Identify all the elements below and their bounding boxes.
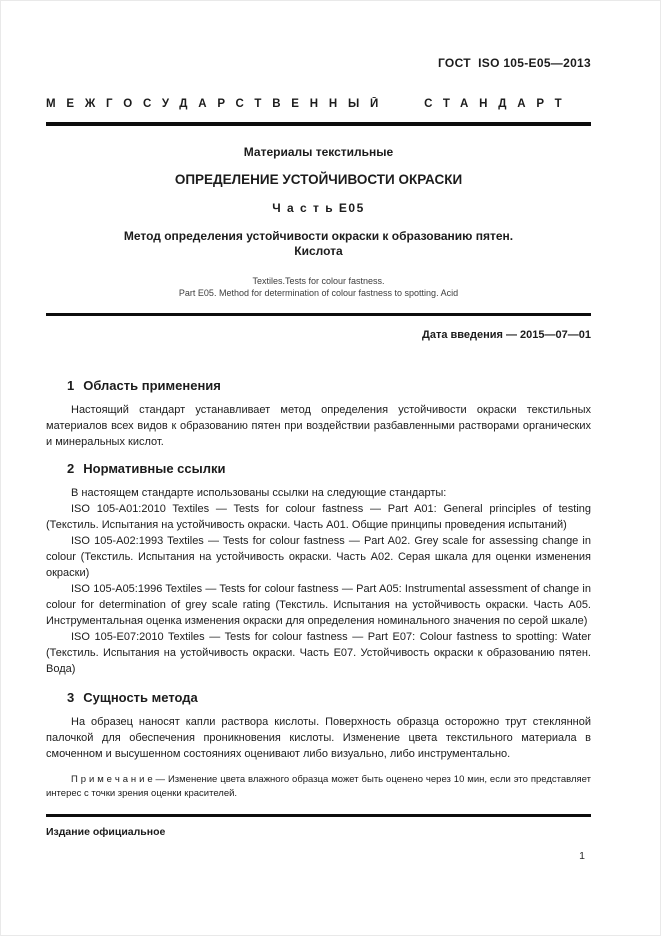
section-heading (67, 378, 591, 394)
section-normative-references (46, 461, 591, 677)
section-method-principle (46, 690, 591, 800)
title-english-line-2: Part E05. Method for determination of colour fastness to spotting. Acid (178, 288, 459, 298)
reference-item: ISO 105-E07:2010 Textiles — Tests for colour fastness — Part E07: Colour fastness to spotting: Water (Текстиль. Испытания на устойчивость окраски. Часть Е07. Устойчивость окраски к образованию пятен. Вода) (46, 631, 591, 675)
section-number: 3 (67, 690, 75, 705)
effective-date: Дата введения — 2015—07—01 (422, 329, 591, 341)
section-heading (67, 690, 591, 706)
date-rule (46, 313, 591, 316)
paragraph: Настоящий стандарт устанавливает метод определения устойчивости окраски текстильных материалов всех видов к образованию пятен при воздействии разбавленными растворами органических и минеральных кислот. (46, 404, 591, 448)
title-part: Ч а с т ь Е05 (272, 201, 365, 215)
section-title: Нормативные ссылки (83, 461, 226, 476)
section-heading (67, 461, 591, 477)
note: П р и м е ч а н и е — Изменение цвета влажного образца может быть оценено через 10 мин, если это представляет интерес с точки зрения оценки красителей. (46, 774, 591, 799)
title-subject: Материалы текстильные (243, 145, 394, 159)
section-number: 2 (67, 461, 75, 476)
section-title: Сущность метода (83, 690, 198, 705)
header-rule (46, 122, 591, 126)
page-number: 1 (579, 850, 585, 862)
official-edition-label: Издание официальное (46, 826, 166, 838)
title-block (46, 145, 591, 299)
title-english-line-1: Textiles.Tests for colour fastness. (252, 276, 385, 286)
section-scope (46, 378, 591, 450)
reference-item: ISO 105-A01:2010 Textiles — Tests for colour fastness — Part A01: General principles of testing (Текстиль. Испытания на устойчивость окраски. Часть А01. Общие принципы проведения испытаний) (46, 503, 591, 531)
title-main: ОПРЕДЕЛЕНИЕ УСТОЙЧИВОСТИ ОКРАСКИ (174, 172, 463, 187)
standard-type-heading: МЕЖГОСУДАРСТВЕННЫЙ СТАНДАРТ (46, 98, 573, 110)
doc-number: ГОСТ ISO 105-E05—2013 (437, 56, 591, 70)
section-title: Область применения (83, 378, 221, 393)
reference-item: ISO 105-A05:1996 Textiles — Tests for colour fastness — Part A05: Instrumental assessment of change in colour for determination of grey scale rating (Текстиль. Испытания на устойчивость окраски. Часть А05. Инструментальная оценка изменения окраски для определения номинального значения по серой шкале) (46, 583, 591, 627)
title-subtitle-2: Кислота (294, 244, 343, 258)
reference-item: ISO 105-A02:1993 Textiles — Tests for colour fastness — Part A02. Grey scale for assessing change in colour (Текстиль. Испытания на устойчивость окраски. Часть А02. Серая шкала для оценки изменения окраски) (46, 535, 591, 579)
paragraph: В настоящем стандарте использованы ссылки на следующие стандарты: (71, 487, 447, 499)
title-english (46, 275, 591, 299)
page-content (46, 0, 591, 800)
footer-rule (46, 814, 591, 817)
paragraph: На образец наносят капли раствора кислоты. Поверхность образца осторожно трут стеклянной палочкой для обеспечения проникновения кислоты. Изменение цвета текстильного материала в смоченном и высушенном состояниях оценивают либо визуально, либо инструментально. (46, 716, 591, 760)
title-subtitle-1: Метод определения устойчивости окраски к образованию пятен. (123, 229, 514, 243)
section-number: 1 (67, 378, 75, 393)
